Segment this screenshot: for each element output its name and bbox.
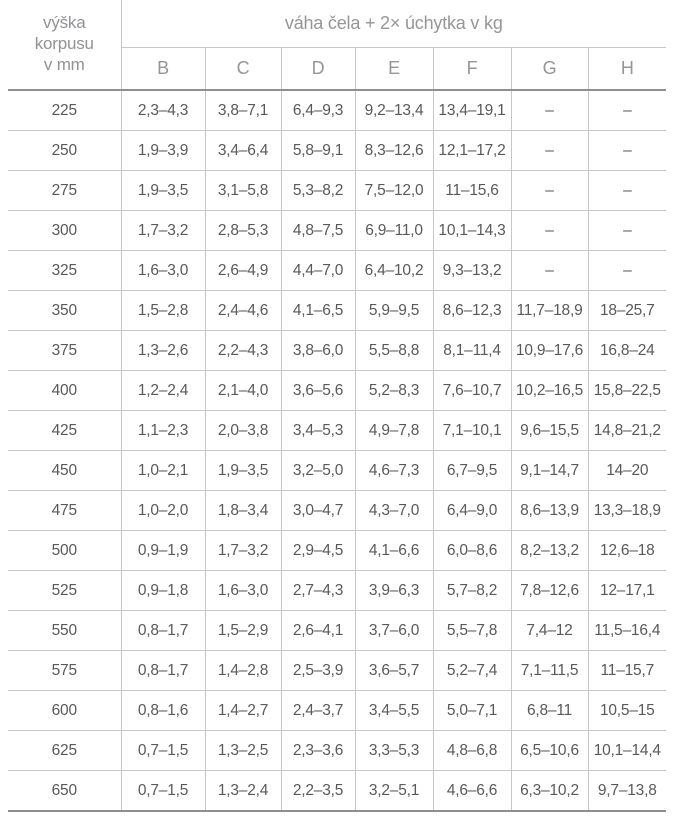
weight-range-cell: 3,8–6,0 xyxy=(281,331,355,371)
weight-range-cell: 5,5–7,8 xyxy=(433,611,511,651)
column-header-c: C xyxy=(205,48,281,91)
column-header-g: G xyxy=(511,48,588,91)
weight-range-cell: 15,8–22,5 xyxy=(588,371,666,411)
weight-range-cell: 10,1–14,4 xyxy=(588,731,666,771)
weight-range-cell: 1,4–2,7 xyxy=(205,691,281,731)
row-height-cell: 250 xyxy=(8,131,121,171)
weight-range-cell: 4,1–6,5 xyxy=(281,291,355,331)
weight-range-cell: 2,1–4,0 xyxy=(205,371,281,411)
weight-range-cell: 11–15,7 xyxy=(588,651,666,691)
weight-range-cell: 1,2–2,4 xyxy=(121,371,205,411)
weight-range-cell: 1,9–3,5 xyxy=(121,171,205,211)
table-row xyxy=(8,291,666,331)
table-row xyxy=(8,211,666,251)
weight-range-cell: 3,7–6,0 xyxy=(355,611,433,651)
weight-range-cell: 2,7–4,3 xyxy=(281,571,355,611)
weight-range-cell: – xyxy=(511,251,588,291)
weight-range-cell: 11,5–16,4 xyxy=(588,611,666,651)
weight-range-cell: 9,7–13,8 xyxy=(588,771,666,812)
weight-range-cell: 2,4–4,6 xyxy=(205,291,281,331)
weight-range-cell: 1,0–2,1 xyxy=(121,451,205,491)
weight-range-cell: 10,1–14,3 xyxy=(433,211,511,251)
table-row xyxy=(8,611,666,651)
weight-range-cell: 1,5–2,9 xyxy=(205,611,281,651)
weight-range-cell: 9,1–14,7 xyxy=(511,451,588,491)
weight-range-cell: 10,5–15 xyxy=(588,691,666,731)
weight-range-cell: 12,6–18 xyxy=(588,531,666,571)
weight-range-cell: 11–15,6 xyxy=(433,171,511,211)
weight-range-cell: 2,3–4,3 xyxy=(121,90,205,131)
weight-range-cell: 1,9–3,9 xyxy=(121,131,205,171)
weight-range-cell: 0,8–1,7 xyxy=(121,651,205,691)
weight-range-cell: 3,4–5,3 xyxy=(281,411,355,451)
weight-range-cell: 2,6–4,9 xyxy=(205,251,281,291)
weight-range-cell: 7,1–10,1 xyxy=(433,411,511,451)
weight-range-cell: 2,9–4,5 xyxy=(281,531,355,571)
weight-range-cell: 4,9–7,8 xyxy=(355,411,433,451)
header-row-top xyxy=(8,0,666,48)
row-height-cell: 525 xyxy=(8,571,121,611)
table-row xyxy=(8,411,666,451)
corner-header-line: korpusu xyxy=(34,34,94,54)
weight-range-cell: 2,3–3,6 xyxy=(281,731,355,771)
row-height-cell: 325 xyxy=(8,251,121,291)
weight-range-cell: 6,9–11,0 xyxy=(355,211,433,251)
weight-range-cell: 0,9–1,9 xyxy=(121,531,205,571)
weight-range-cell: 7,5–12,0 xyxy=(355,171,433,211)
weight-range-cell: 3,0–4,7 xyxy=(281,491,355,531)
weight-range-cell: 1,1–2,3 xyxy=(121,411,205,451)
weight-range-cell: 14–20 xyxy=(588,451,666,491)
weight-range-cell: 3,8–7,1 xyxy=(205,90,281,131)
weight-range-cell: 18–25,7 xyxy=(588,291,666,331)
weight-range-cell: – xyxy=(588,171,666,211)
weight-range-cell: 2,2–4,3 xyxy=(205,331,281,371)
weight-range-cell: 4,3–7,0 xyxy=(355,491,433,531)
weight-range-cell: 3,4–5,5 xyxy=(355,691,433,731)
weight-range-cell: 3,2–5,1 xyxy=(355,771,433,812)
weight-range-cell: 5,7–8,2 xyxy=(433,571,511,611)
weight-range-cell: 1,7–3,2 xyxy=(205,531,281,571)
row-height-cell: 575 xyxy=(8,651,121,691)
weight-range-cell: 12,1–17,2 xyxy=(433,131,511,171)
weight-range-cell: 2,0–3,8 xyxy=(205,411,281,451)
weight-range-cell: 2,5–3,9 xyxy=(281,651,355,691)
weight-range-cell: 6,7–9,5 xyxy=(433,451,511,491)
weight-range-cell: 5,2–7,4 xyxy=(433,651,511,691)
table-row xyxy=(8,491,666,531)
weight-range-cell: 3,2–5,0 xyxy=(281,451,355,491)
row-height-cell: 425 xyxy=(8,411,121,451)
column-header-b: B xyxy=(121,48,205,91)
weight-range-cell: 7,4–12 xyxy=(511,611,588,651)
weight-range-cell: 1,6–3,0 xyxy=(121,251,205,291)
weight-range-cell: 0,8–1,6 xyxy=(121,691,205,731)
weight-range-cell: 1,9–3,5 xyxy=(205,451,281,491)
weight-range-cell: 3,1–5,8 xyxy=(205,171,281,211)
weight-range-cell: 13,3–18,9 xyxy=(588,491,666,531)
weight-range-cell: 5,0–7,1 xyxy=(433,691,511,731)
weight-range-cell: 0,8–1,7 xyxy=(121,611,205,651)
row-height-cell: 225 xyxy=(8,90,121,131)
weight-range-cell: – xyxy=(511,211,588,251)
weight-range-cell: 1,3–2,4 xyxy=(205,771,281,812)
weight-range-cell: 4,6–7,3 xyxy=(355,451,433,491)
weight-range-cell: 3,9–6,3 xyxy=(355,571,433,611)
weight-range-cell: 8,2–13,2 xyxy=(511,531,588,571)
table-row xyxy=(8,251,666,291)
column-header-f: F xyxy=(433,48,511,91)
row-height-cell: 300 xyxy=(8,211,121,251)
row-height-cell: 450 xyxy=(8,451,121,491)
weight-range-cell: 14,8–21,2 xyxy=(588,411,666,451)
weight-range-cell: 4,6–6,6 xyxy=(433,771,511,812)
weight-range-cell: 0,7–1,5 xyxy=(121,731,205,771)
weight-range-cell: 2,4–3,7 xyxy=(281,691,355,731)
weight-range-cell: 4,8–7,5 xyxy=(281,211,355,251)
weight-range-cell: 3,6–5,6 xyxy=(281,371,355,411)
weight-range-cell: 5,5–8,8 xyxy=(355,331,433,371)
weight-range-cell: 5,3–8,2 xyxy=(281,171,355,211)
weight-range-cell: 0,7–1,5 xyxy=(121,771,205,812)
row-height-cell: 650 xyxy=(8,771,121,812)
weight-range-cell: 10,2–16,5 xyxy=(511,371,588,411)
weight-range-cell: 1,4–2,8 xyxy=(205,651,281,691)
weight-range-cell: 6,4–9,3 xyxy=(281,90,355,131)
weight-range-cell: – xyxy=(588,251,666,291)
weight-range-cell: 5,2–8,3 xyxy=(355,371,433,411)
corner-header-line: výška xyxy=(43,13,86,33)
row-height-cell: 375 xyxy=(8,331,121,371)
front-weight-table xyxy=(8,0,666,812)
weight-range-cell: 3,3–5,3 xyxy=(355,731,433,771)
row-height-cell: 275 xyxy=(8,171,121,211)
weight-range-cell: – xyxy=(588,211,666,251)
weight-range-cell: 9,2–13,4 xyxy=(355,90,433,131)
table-row xyxy=(8,651,666,691)
weight-range-cell: 6,5–10,6 xyxy=(511,731,588,771)
table-row xyxy=(8,571,666,611)
weight-range-cell: 3,6–5,7 xyxy=(355,651,433,691)
weight-range-cell: 6,0–8,6 xyxy=(433,531,511,571)
weight-range-cell: 5,9–9,5 xyxy=(355,291,433,331)
weight-range-cell: 0,9–1,8 xyxy=(121,571,205,611)
column-header-d: D xyxy=(281,48,355,91)
weight-range-cell: 4,4–7,0 xyxy=(281,251,355,291)
weight-range-cell: – xyxy=(511,131,588,171)
table-row xyxy=(8,771,666,812)
weight-range-cell: – xyxy=(511,90,588,131)
weight-range-cell: 2,8–5,3 xyxy=(205,211,281,251)
table-row xyxy=(8,371,666,411)
weight-range-cell: 1,5–2,8 xyxy=(121,291,205,331)
weight-range-cell: – xyxy=(511,171,588,211)
row-height-cell: 500 xyxy=(8,531,121,571)
weight-range-cell: 2,6–4,1 xyxy=(281,611,355,651)
table-row xyxy=(8,90,666,131)
table-row xyxy=(8,531,666,571)
row-height-cell: 475 xyxy=(8,491,121,531)
weight-range-cell: 9,6–15,5 xyxy=(511,411,588,451)
table-row xyxy=(8,131,666,171)
row-height-cell: 350 xyxy=(8,291,121,331)
weight-range-cell: 2,2–3,5 xyxy=(281,771,355,812)
table-row xyxy=(8,731,666,771)
column-header-h: H xyxy=(588,48,666,91)
weight-range-cell: 11,7–18,9 xyxy=(511,291,588,331)
weight-range-cell: 10,9–17,6 xyxy=(511,331,588,371)
weight-range-cell: 6,3–10,2 xyxy=(511,771,588,812)
row-height-cell: 550 xyxy=(8,611,121,651)
weight-range-cell: – xyxy=(588,131,666,171)
weight-range-cell: 1,0–2,0 xyxy=(121,491,205,531)
weight-range-cell: 1,7–3,2 xyxy=(121,211,205,251)
weight-range-cell: 1,6–3,0 xyxy=(205,571,281,611)
weight-range-cell: 4,8–6,8 xyxy=(433,731,511,771)
row-height-cell: 625 xyxy=(8,731,121,771)
weight-range-cell: 12–17,1 xyxy=(588,571,666,611)
weight-range-cell: – xyxy=(588,90,666,131)
table-row xyxy=(8,331,666,371)
span-header-weight: váha čela + 2× úchytka v kg xyxy=(121,0,666,48)
weight-range-cell: 8,6–12,3 xyxy=(433,291,511,331)
row-height-cell: 600 xyxy=(8,691,121,731)
weight-range-cell: 1,8–3,4 xyxy=(205,491,281,531)
table-row xyxy=(8,451,666,491)
weight-range-cell: 3,4–6,4 xyxy=(205,131,281,171)
weight-range-cell: 6,4–9,0 xyxy=(433,491,511,531)
table-row xyxy=(8,691,666,731)
weight-range-cell: 7,6–10,7 xyxy=(433,371,511,411)
weight-range-cell: 9,3–13,2 xyxy=(433,251,511,291)
weight-range-cell: 6,4–10,2 xyxy=(355,251,433,291)
corner-header-body-height xyxy=(8,0,121,90)
weight-range-cell: 8,6–13,9 xyxy=(511,491,588,531)
table-row xyxy=(8,171,666,211)
weight-range-cell: 7,8–12,6 xyxy=(511,571,588,611)
weight-range-cell: 7,1–11,5 xyxy=(511,651,588,691)
weight-range-cell: 16,8–24 xyxy=(588,331,666,371)
weight-range-cell: 1,3–2,6 xyxy=(121,331,205,371)
weight-range-cell: 1,3–2,5 xyxy=(205,731,281,771)
weight-range-cell: 5,8–9,1 xyxy=(281,131,355,171)
column-header-e: E xyxy=(355,48,433,91)
corner-header-line: v mm xyxy=(43,54,85,74)
row-height-cell: 400 xyxy=(8,371,121,411)
weight-range-cell: 8,3–12,6 xyxy=(355,131,433,171)
weight-range-cell: 8,1–11,4 xyxy=(433,331,511,371)
weight-range-cell: 13,4–19,1 xyxy=(433,90,511,131)
weight-range-cell: 6,8–11 xyxy=(511,691,588,731)
weight-range-cell: 4,1–6,6 xyxy=(355,531,433,571)
